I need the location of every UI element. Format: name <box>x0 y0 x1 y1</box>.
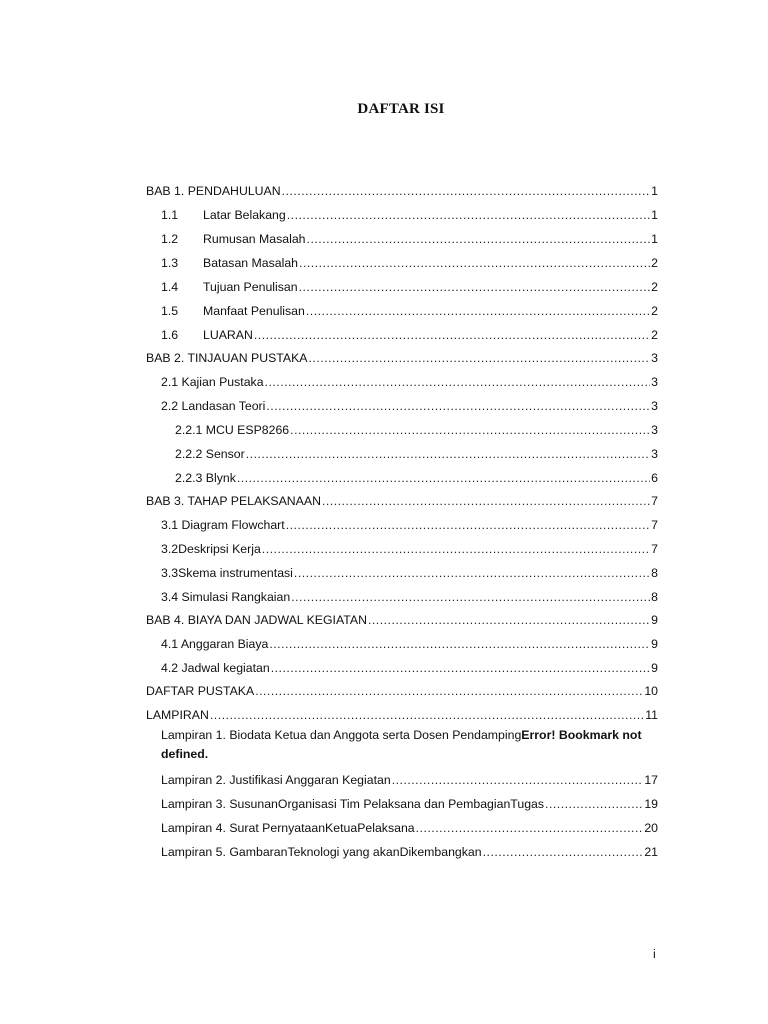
toc-entry-label: 4.2 Jadwal kegiatan <box>161 661 270 675</box>
toc-entry-page: 19 <box>644 797 658 811</box>
toc-entry-page: 8 <box>651 566 658 580</box>
toc-entry-label: Lampiran 5. GambaranTeknologi yang akanDikembangkan <box>161 845 482 859</box>
toc-entry-2-2-3[interactable] <box>175 467 658 485</box>
dot-leader <box>246 447 650 461</box>
toc-entry-label: BAB 4. BIAYA DAN JADWAL KEGIATAN <box>146 613 367 627</box>
toc-entry-label: 2.2.1 MCU ESP8266 <box>175 423 290 437</box>
toc-entry-page: 3 <box>651 351 658 365</box>
toc-entry-page: 7 <box>651 542 658 556</box>
toc-entry-page: 7 <box>651 494 658 508</box>
toc-entry-number: 1.5 <box>161 304 179 318</box>
toc-entry-title: Tujuan Penulisan <box>203 280 298 294</box>
toc-entry-1-6[interactable] <box>161 324 658 342</box>
toc-entry-page: 9 <box>651 637 658 651</box>
toc-entry-lampiran-5[interactable] <box>161 841 658 859</box>
toc-entry-title: LUARAN <box>203 328 253 342</box>
dot-leader <box>306 304 650 318</box>
dot-leader <box>237 471 650 485</box>
toc-entry-number: 1.1 <box>161 208 179 222</box>
dot-leader <box>265 375 651 389</box>
dot-leader <box>269 637 650 651</box>
toc-entry-bab-4[interactable] <box>146 609 658 627</box>
toc-entry-page: 9 <box>651 661 658 675</box>
toc-entry-page: 3 <box>651 447 658 461</box>
toc-entry-bab-3[interactable] <box>146 490 658 508</box>
toc-entry-label: 3.2Deskripsi Kerja <box>161 542 261 556</box>
toc-entry-page: 10 <box>644 684 658 698</box>
toc-entry-3-2[interactable] <box>161 538 658 556</box>
toc-entry-title: Latar Belakang <box>203 208 286 222</box>
toc-entry-title: Batasan Masalah <box>203 256 299 270</box>
toc-entry-2-1[interactable] <box>161 371 658 389</box>
toc-entry-title: Rumusan Masalah <box>203 232 306 246</box>
toc-entry-1-5[interactable] <box>161 300 658 318</box>
toc-entry-label: 2.1 Kajian Pustaka <box>161 375 264 389</box>
toc-entry-page: 9 <box>651 613 658 627</box>
toc-entry-page: 2 <box>651 280 658 294</box>
toc-entry-page: 21 <box>644 845 658 859</box>
toc-entry-3-3[interactable] <box>161 562 658 580</box>
toc-entry-page: 7 <box>651 518 658 532</box>
dot-leader <box>290 423 650 437</box>
dot-leader <box>294 566 650 580</box>
toc-entry-page: 2 <box>651 256 658 270</box>
toc-entry-4-1[interactable] <box>161 633 658 651</box>
toc-entry-label: Lampiran 2. Justifikasi Anggaran Kegiatan <box>161 773 391 787</box>
toc-entry-label: 4.1 Anggaran Biaya <box>161 637 269 651</box>
dot-leader <box>483 845 644 859</box>
toc-entry-3-1[interactable] <box>161 514 658 532</box>
toc-entry-page: 1 <box>651 232 658 246</box>
footer-page-number: i <box>653 947 656 961</box>
dot-leader <box>254 328 650 342</box>
toc-entry-label: 3.3Skema instrumentasi <box>161 566 293 580</box>
toc-entry-number: 1.4 <box>161 280 179 294</box>
toc-entry-label <box>161 232 306 246</box>
toc-entry-lampiran-2[interactable] <box>161 769 658 787</box>
toc-entry-page: 3 <box>651 423 658 437</box>
toc-entry-lampiran-1[interactable] <box>161 726 658 764</box>
toc-entry-page: 1 <box>651 184 658 198</box>
toc-entry-daftar-pustaka[interactable] <box>146 680 658 698</box>
toc-entry-1-3[interactable] <box>161 252 658 270</box>
toc-entry-lampiran-4[interactable] <box>161 817 658 835</box>
dot-leader <box>299 256 650 270</box>
toc-entry-label: BAB 2. TINJAUAN PUSTAKA <box>146 351 308 365</box>
toc-entry-label <box>161 280 298 294</box>
toc-entry-label: Lampiran 3. SusunanOrganisasi Tim Pelaksana dan PembagianTugas <box>161 797 545 811</box>
dot-leader <box>255 684 643 698</box>
dot-leader <box>368 613 650 627</box>
dot-leader <box>416 821 644 835</box>
toc-entry-page: 3 <box>651 399 658 413</box>
dot-leader <box>307 232 651 246</box>
dot-leader <box>286 518 650 532</box>
toc-entry-label: Lampiran 1. Biodata Ketua dan Anggota serta Dosen Pendamping <box>161 728 522 742</box>
toc-entry-page: 20 <box>644 821 658 835</box>
dot-leader <box>309 351 651 365</box>
bookmark-error-text: Error! Bookmark not defined. <box>161 728 642 761</box>
toc-entry-page: 6 <box>651 471 658 485</box>
toc-entry-lampiran[interactable] <box>146 704 658 722</box>
toc-entry-page: 2 <box>651 304 658 318</box>
toc-entry-label: BAB 3. TAHAP PELAKSANAAN <box>146 494 321 508</box>
dot-leader <box>287 208 650 222</box>
toc-entry-label: 3.4 Simulasi Rangkaian <box>161 590 291 604</box>
toc-entry-number: 1.2 <box>161 232 179 246</box>
toc-entry-label: BAB 1. PENDAHULUAN <box>146 184 281 198</box>
toc-entry-page: 1 <box>651 208 658 222</box>
dot-leader <box>291 590 650 604</box>
dot-leader <box>299 280 651 294</box>
dot-leader <box>271 661 650 675</box>
toc-entry-label: Lampiran 4. Surat PernyataanKetuaPelaksana <box>161 821 415 835</box>
toc-entry-label <box>161 304 305 318</box>
toc-entry-label <box>161 208 286 222</box>
toc-entry-label: 2.2.3 Blynk <box>175 471 236 485</box>
toc-entry-3-4[interactable] <box>161 586 658 604</box>
dot-leader <box>210 708 644 722</box>
toc-entry-1-1[interactable] <box>161 204 658 222</box>
toc-entry-label: 2.2 Landasan Teori <box>161 399 266 413</box>
toc-entry-label: LAMPIRAN <box>146 708 209 722</box>
toc-entry-number: 1.3 <box>161 256 179 270</box>
toc-entry-lampiran-3[interactable] <box>161 793 658 811</box>
toc-entry-bab-1[interactable] <box>146 180 658 198</box>
toc-entry-1-2[interactable] <box>161 228 658 246</box>
toc-entry-page: 3 <box>651 375 658 389</box>
toc-entry-bab-2[interactable] <box>146 347 658 365</box>
dot-leader <box>545 797 643 811</box>
dot-leader <box>262 542 650 556</box>
toc-entry-2-2[interactable] <box>161 395 658 413</box>
toc-entry-label <box>161 256 298 270</box>
toc-entry-page: 11 <box>645 708 658 722</box>
dot-leader <box>266 399 650 413</box>
toc-entry-2-2-1[interactable] <box>175 419 658 437</box>
toc-entry-page: 17 <box>644 773 658 787</box>
toc-entry-page: 2 <box>651 328 658 342</box>
dot-leader <box>392 773 644 787</box>
toc-entry-number: 1.6 <box>161 328 179 342</box>
toc-entry-label: DAFTAR PUSTAKA <box>146 684 255 698</box>
toc-entry-page: 8 <box>651 590 658 604</box>
page-title: DAFTAR ISI <box>357 101 445 117</box>
dot-leader <box>322 494 650 508</box>
toc-entry-label: 3.1 Diagram Flowchart <box>161 518 285 532</box>
toc-entry-label: 2.2.2 Sensor <box>175 447 245 461</box>
dot-leader <box>282 184 651 198</box>
toc-entry-label <box>161 328 253 342</box>
toc-entry-1-4[interactable] <box>161 276 658 294</box>
toc-entry-2-2-2[interactable] <box>175 443 658 461</box>
toc-entry-4-2[interactable] <box>161 657 658 675</box>
toc-entry-title: Manfaat Penulisan <box>203 304 305 318</box>
